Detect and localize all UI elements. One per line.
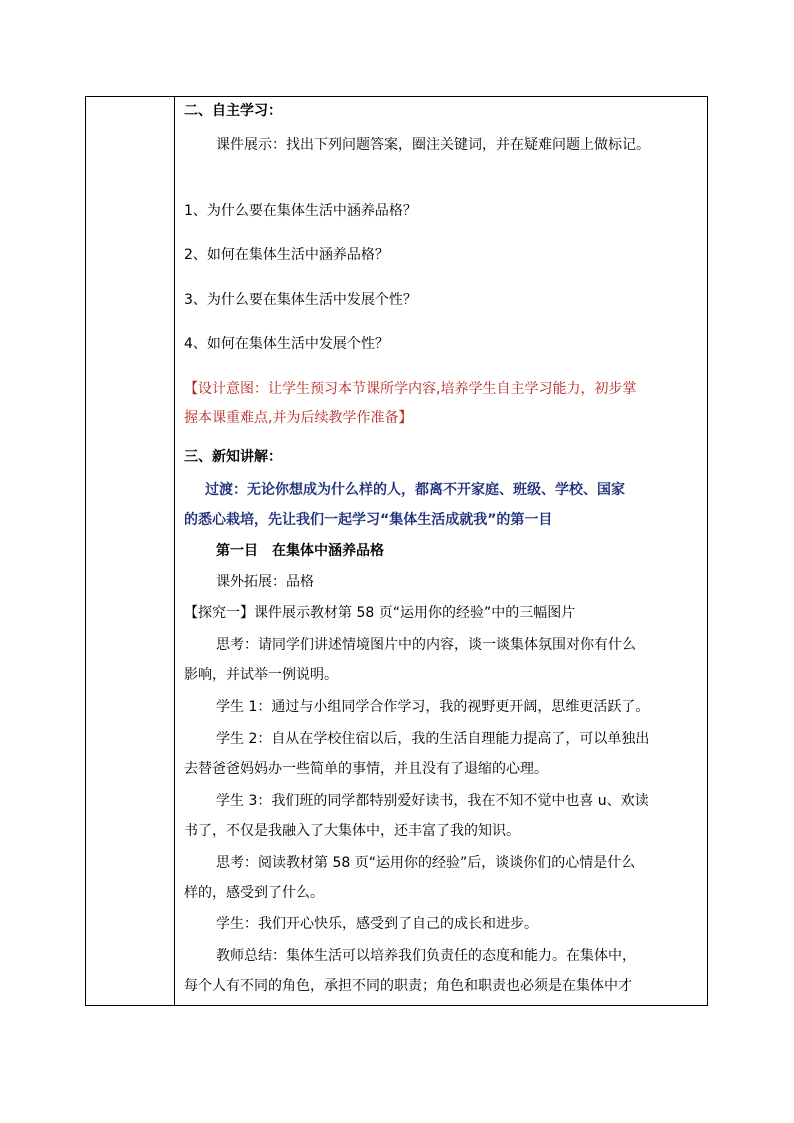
courseware-instruction: 课件展示：找出下列问题答案，圈注关键词，并在疑难问题上做标记。: [216, 137, 650, 153]
think-1-line-1: 思考：请同学们讲述情境图片中的内容，谈一谈集体氛围对你有什么: [216, 637, 636, 653]
student-1: 学生 1：通过与小组同学合作学习，我的视野更开阔，思维更活跃了。: [216, 699, 650, 715]
question-1: 1、为什么要在集体生活中涵养品格？: [184, 203, 417, 219]
section-heading-self-study: 二、自主学习：: [184, 103, 282, 119]
think-2-line-2: 样的，感受到了什么。: [184, 885, 324, 901]
extension-note: 课外拓展：品格: [216, 574, 314, 590]
left-column-cell: [86, 97, 175, 1005]
subsection-title: 第一目 在集体中涵养品格: [216, 543, 384, 559]
student-answer: 学生：我们开心快乐，感受到了自己的成长和进步。: [216, 916, 538, 932]
student-2-line-1: 学生 2：自从在学校住宿以后，我的生活自理能力提高了，可以单独出: [216, 731, 650, 747]
design-intent-line-2: 握本课重难点,并为后续教学作准备】: [184, 410, 413, 426]
student-3-line-2: 书了，不仅是我融入了大集体中，还丰富了我的知识。: [184, 823, 520, 839]
inquiry-one: 【探究一】课件展示教材第 58 页“运用你的经验”中的三幅图片: [184, 605, 576, 621]
teacher-summary-line-1: 教师总结：集体生活可以培养我们负责任的态度和能力。在集体中，: [216, 948, 636, 964]
content-cell: [176, 97, 707, 1005]
question-2: 2、如何在集体生活中涵养品格？: [184, 247, 389, 263]
teacher-summary-line-2: 每个人有不同的角色，承担不同的职责；角色和职责也必须是在集体中才: [184, 978, 632, 994]
question-3: 3、为什么要在集体生活中发展个性？: [184, 292, 417, 308]
think-1-line-2: 影响，并试举一例说明。: [184, 667, 338, 683]
student-2-line-2: 去替爸爸妈妈办一些简单的事情，并且没有了退缩的心理。: [184, 761, 548, 777]
section-heading-new-knowledge: 三、新知讲解：: [184, 449, 282, 465]
student-3-line-1: 学生 3：我们班的同学都特别爱好读书，我在不知不觉中也喜 u、欢读: [216, 793, 649, 809]
design-intent-line-1: 【设计意图：让学生预习本节课所学内容,培养学生自主学习能力，初步掌: [184, 381, 637, 397]
think-2-line-1: 思考：阅读教材第 58 页“运用你的经验”后，谈谈你们的心情是什么: [216, 855, 636, 871]
question-4: 4、如何在集体生活中发展个性？: [184, 336, 389, 352]
transition-line-1: 过渡：无论你想成为什么样的人，都离不开家庭、班级、学校、国家: [205, 482, 625, 498]
transition-line-2: 的悉心栽培，先让我们一起学习“集体生活成就我”的第一目: [184, 512, 553, 528]
lesson-table: [85, 96, 708, 1006]
